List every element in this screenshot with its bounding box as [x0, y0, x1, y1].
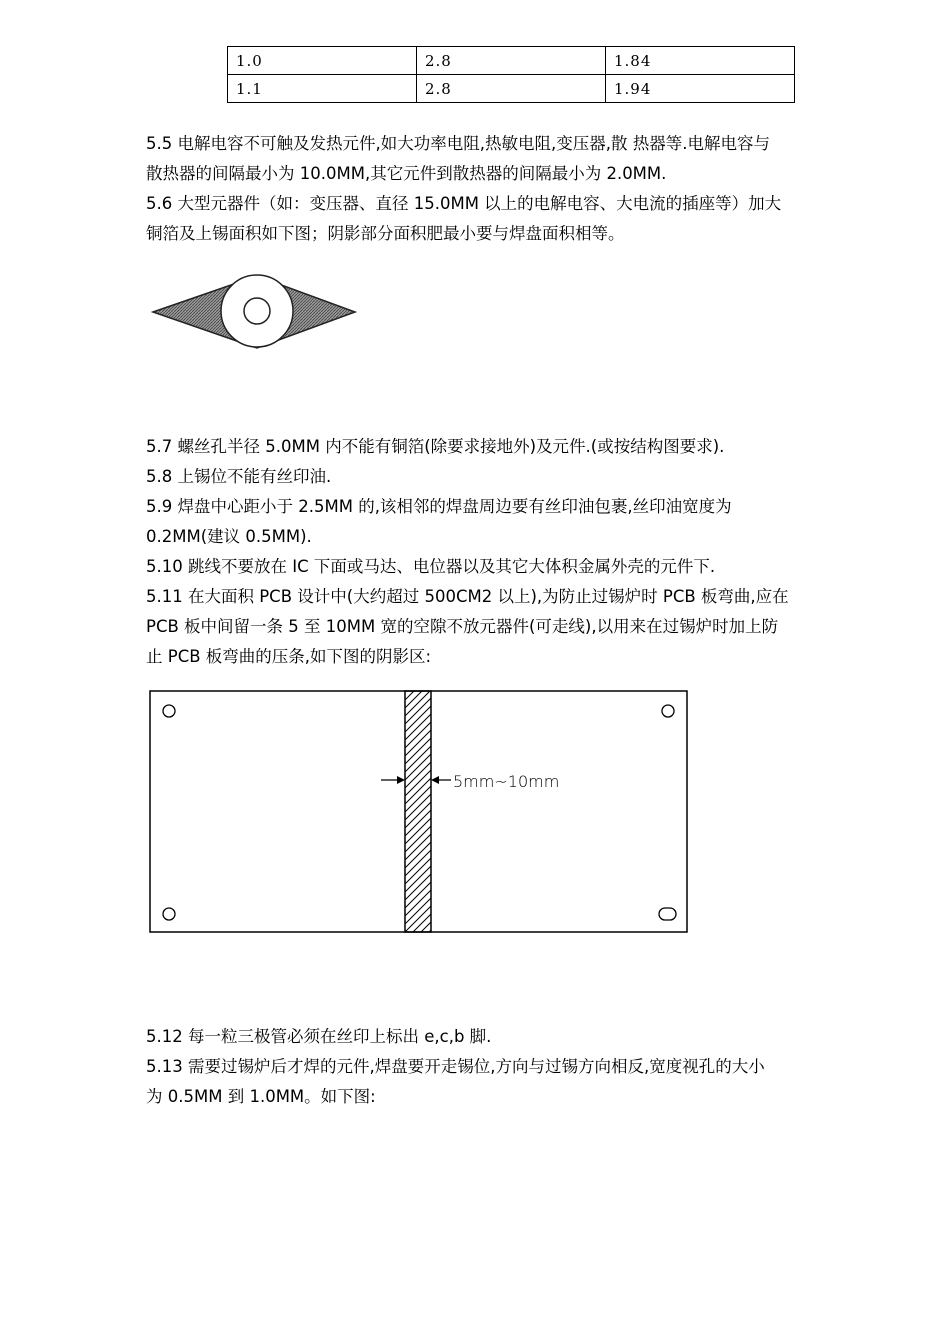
text-line: 5.11 在大面积 PCB 设计中(大约超过 500CM2 以上),为防止过锡炉时 PCB 板弯曲,应在	[146, 587, 789, 606]
mounting-hole	[163, 705, 175, 717]
text-line: 为 0.5MM 到 1.0MM。如下图:	[146, 1087, 376, 1106]
dimension-label: 5mm~10mm	[453, 772, 560, 791]
table-cell: 1.0	[228, 47, 417, 75]
text-line: 5.7 螺丝孔半径 5.0MM 内不能有铜箔(除要求接地外)及元件.(或按结构图要求).	[146, 437, 725, 456]
mounting-hole	[662, 705, 674, 717]
table-cell: 1.1	[228, 75, 417, 103]
text-line: 0.2MM(建议 0.5MM).	[146, 527, 312, 546]
paragraph-5-12-5-13	[146, 1022, 886, 1112]
paragraph-5-5-5-6	[146, 129, 886, 249]
table-cell: 2.8	[417, 47, 606, 75]
table-cell: 1.94	[606, 75, 795, 103]
text-line: 5.10 跳线不要放在 IC 下面或马达、电位器以及其它大体积金属外壳的元件下.	[146, 557, 716, 576]
paragraph-5-7-5-11	[146, 432, 886, 672]
text-line: PCB 板中间留一条 5 至 10MM 宽的空隙不放元器件(可走线),以用来在过锡炉时加上防	[146, 617, 779, 636]
table-row	[228, 47, 795, 75]
pad-figure	[150, 270, 360, 355]
text-line: 5.13 需要过锡炉后才焊的元件,焊盘要开走锡位,方向与过锡方向相反,宽度视孔的大小	[146, 1057, 765, 1076]
table-cell: 1.84	[606, 47, 795, 75]
text-line: 5.12 每一粒三极管必须在丝印上标出 e,c,b 脚.	[146, 1027, 492, 1046]
text-line: 5.5 电解电容不可触及发热元件,如大功率电阻,热敏电阻,变压器,散 热器等.电解电容与	[146, 134, 770, 153]
mounting-hole	[163, 908, 175, 920]
gap-strip	[405, 691, 431, 932]
dimension-table	[227, 46, 795, 103]
table-row	[228, 75, 795, 103]
pcb-board-figure	[145, 688, 693, 938]
text-line: 5.8 上锡位不能有丝印油.	[146, 467, 332, 486]
table-cell: 2.8	[417, 75, 606, 103]
text-line: 5.6 大型元器件（如：变压器、直径 15.0MM 以上的电解电容、大电流的插座等）加大	[146, 194, 782, 213]
text-line: 铜箔及上锡面积如下图；阴影部分面积肥最小要与焊盘面积相等。	[146, 224, 625, 243]
mounting-slot	[659, 908, 676, 920]
text-line: 散热器的间隔最小为 10.0MM,其它元件到散热器的间隔最小为 2.0MM.	[146, 164, 667, 183]
pad-hole	[244, 298, 270, 324]
text-line: 5.9 焊盘中心距小于 2.5MM 的,该相邻的焊盘周边要有丝印油包裹,丝印油宽度为	[146, 497, 732, 516]
text-line: 止 PCB 板弯曲的压条,如下图的阴影区:	[146, 647, 432, 666]
